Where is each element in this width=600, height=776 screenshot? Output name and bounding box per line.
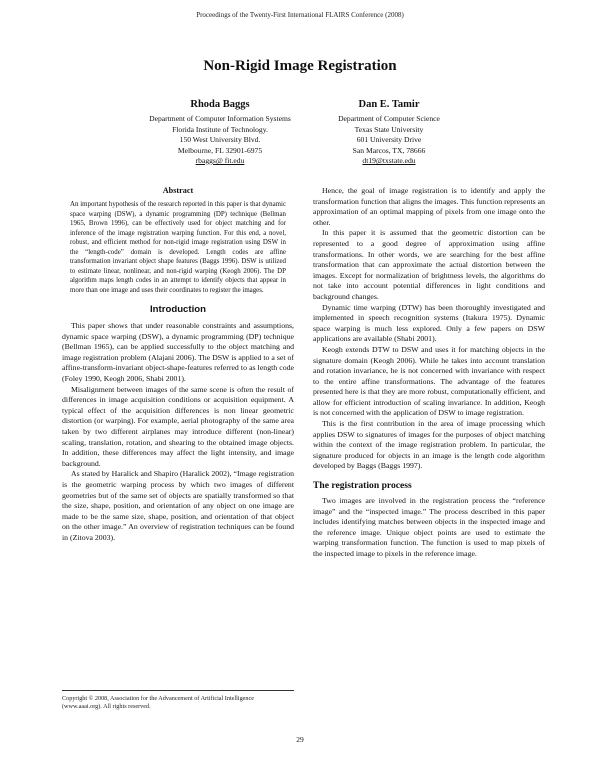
- intro-paragraph: This paper shows that under reasonable constraints and assumptions, dynamic space warping (DSW), a dynamic programming (DP) technique (Bellman 1965), can be applied successfully to the object matching and image registration problem (Alajani 2006). The DSW is applied to a set of affine-transform-invariant object-shape-features referred to as length code (Foley 1990, Keogh 2006, Shabi 2001).: [62, 321, 294, 383]
- copyright-footnote: Copyright © 2008, Association for the Advancement of Artificial Intelligence (www.aaai.org). All rights reserved.: [62, 690, 294, 712]
- author-street: 601 University Drive: [356, 135, 422, 144]
- body-paragraph: Two images are involved in the registration process the “reference image” and the “inspected image.” The process described in this paper includes identifying matches between objects in the inspected image and the reference image. Unique object points are used to estimate the warping transformation function. The function is used to map pixels of the inspected image to pixels in the reference image.: [313, 496, 545, 558]
- author-affiliation: Department of Computer Science: [338, 114, 440, 123]
- intro-paragraph: Misalignment between images of the same scene is often the result of differences in image acquisition conditions or acquisition equipment. A typical effect of the acquisition differences is non linear geometric distortion (or warping). For example, aerial photography of the same area taken by two different airplanes may introduce different (non-linear) scaling, translation, rotation, and shearing to the obtained image objects. In addition, these differences may affect the light intensity, and image background.: [62, 384, 294, 468]
- intro-paragraph: As stated by Haralick and Shapiro (Haralick 2002), “Image registration is the geometric warping process by which two images of different geometries but of the same set of objects are spatially transformed so that the size, shape, position, and orientation of any object on one image are made to be the same size, shape, position, and orientation of that object on the other image.” An overview of registration techniques can be found in (Zitova 2003).: [62, 469, 294, 542]
- body-paragraph: Keogh extends DTW to DSW and uses it for matching objects in the signature domain (Keogh 2006). While he takes into account translation and rotation invariance, he is not concerned with invariance with respect to the entire affine transformations. The advantage of the features presented here is that they are more robust, computationally efficient, and allow for efficient introduction of scaling invariance. In addition, Keogh is not concerned with the application of DSW to image registration.: [313, 344, 545, 418]
- author-email-link[interactable]: rbaggs@ fit.edu: [195, 156, 245, 165]
- body-paragraph: This is the first contribution in the area of image processing which applies DSW to signatures of images for the purposes of object matching within the context of the image registration problem. In particular, the signature produced for objects in an image is the length code algorithm developed by Baggs (Baggs 1997).: [313, 419, 545, 471]
- body-paragraph: In this paper it is assumed that the geometric distortion can be represented to a good degree of approximation using affine transformations. In other words, we are searching for the best affine transformation that can approximate the actual distortion between the images. Except for normalization of brightness levels, the algorithms do not take into account potential differences in light conditions and background changes.: [313, 228, 545, 301]
- registration-process-heading: The registration process: [313, 480, 412, 492]
- author-block-2: [259, 98, 519, 167]
- author-affiliation: Department of Computer Information Systems: [149, 114, 291, 123]
- author-email-link[interactable]: dt19@txstate.edu: [362, 156, 416, 165]
- introduction-heading: Introduction: [150, 304, 206, 315]
- body-paragraph: Dynamic time warping (DTW) has been thoroughly investigated and implemented in speech recognition systems (Itakura 1975). Dynamic space warping is much less explored. Only a few papers on DSW applications are available (Shabi 2001).: [313, 302, 545, 344]
- body-paragraph: Hence, the goal of image registration is to identify and apply the transformation function that aligns the images. This function represents an approximation of an optimal mapping of pixels from one image onto the other.: [313, 186, 545, 227]
- abstract-text: An important hypothesis of the research reported in this paper is that dynamic space warping (DSW), a dynamic programming (DP) technique (Bellman 1965, Brown 1996), can be effectively used for object matching and for inference of the image registration warping function. For this end, a novel, robust, and efficient method for non-rigid image registration using DSW in the “length-code” domain is developed. Length codes are affine transformation invariant object shape features (Baggs 1996). DSW is utilized to estimate linear, nonlinear, and non-rigid warping (Keogh 2006). The DP algorithm maps length codes in an attempt to identify objects that appear in more than one image and uses their coordinates to register the images.: [70, 201, 286, 294]
- abstract-heading: Abstract: [162, 186, 194, 195]
- author-city: San Marcos, TX, 78666: [352, 145, 426, 155]
- right-column: [313, 186, 545, 560]
- left-column: [62, 186, 294, 543]
- proceedings-header: Proceedings of the Twenty-First International FLAIRS Conference (2008): [196, 11, 404, 19]
- author-institute: Florida Institute of Technology.: [172, 124, 268, 134]
- author-name: Dan E. Tamir: [358, 99, 420, 110]
- author-city: Melbourne, FL 32901-6975: [177, 145, 263, 155]
- paper-title: Non-Rigid Image Registration: [203, 58, 397, 74]
- author-street: 150 West University Blvd.: [179, 135, 261, 144]
- page-number: 29: [296, 735, 304, 744]
- author-name: Rhoda Baggs: [190, 99, 250, 110]
- author-institute: Texas State University: [354, 124, 424, 134]
